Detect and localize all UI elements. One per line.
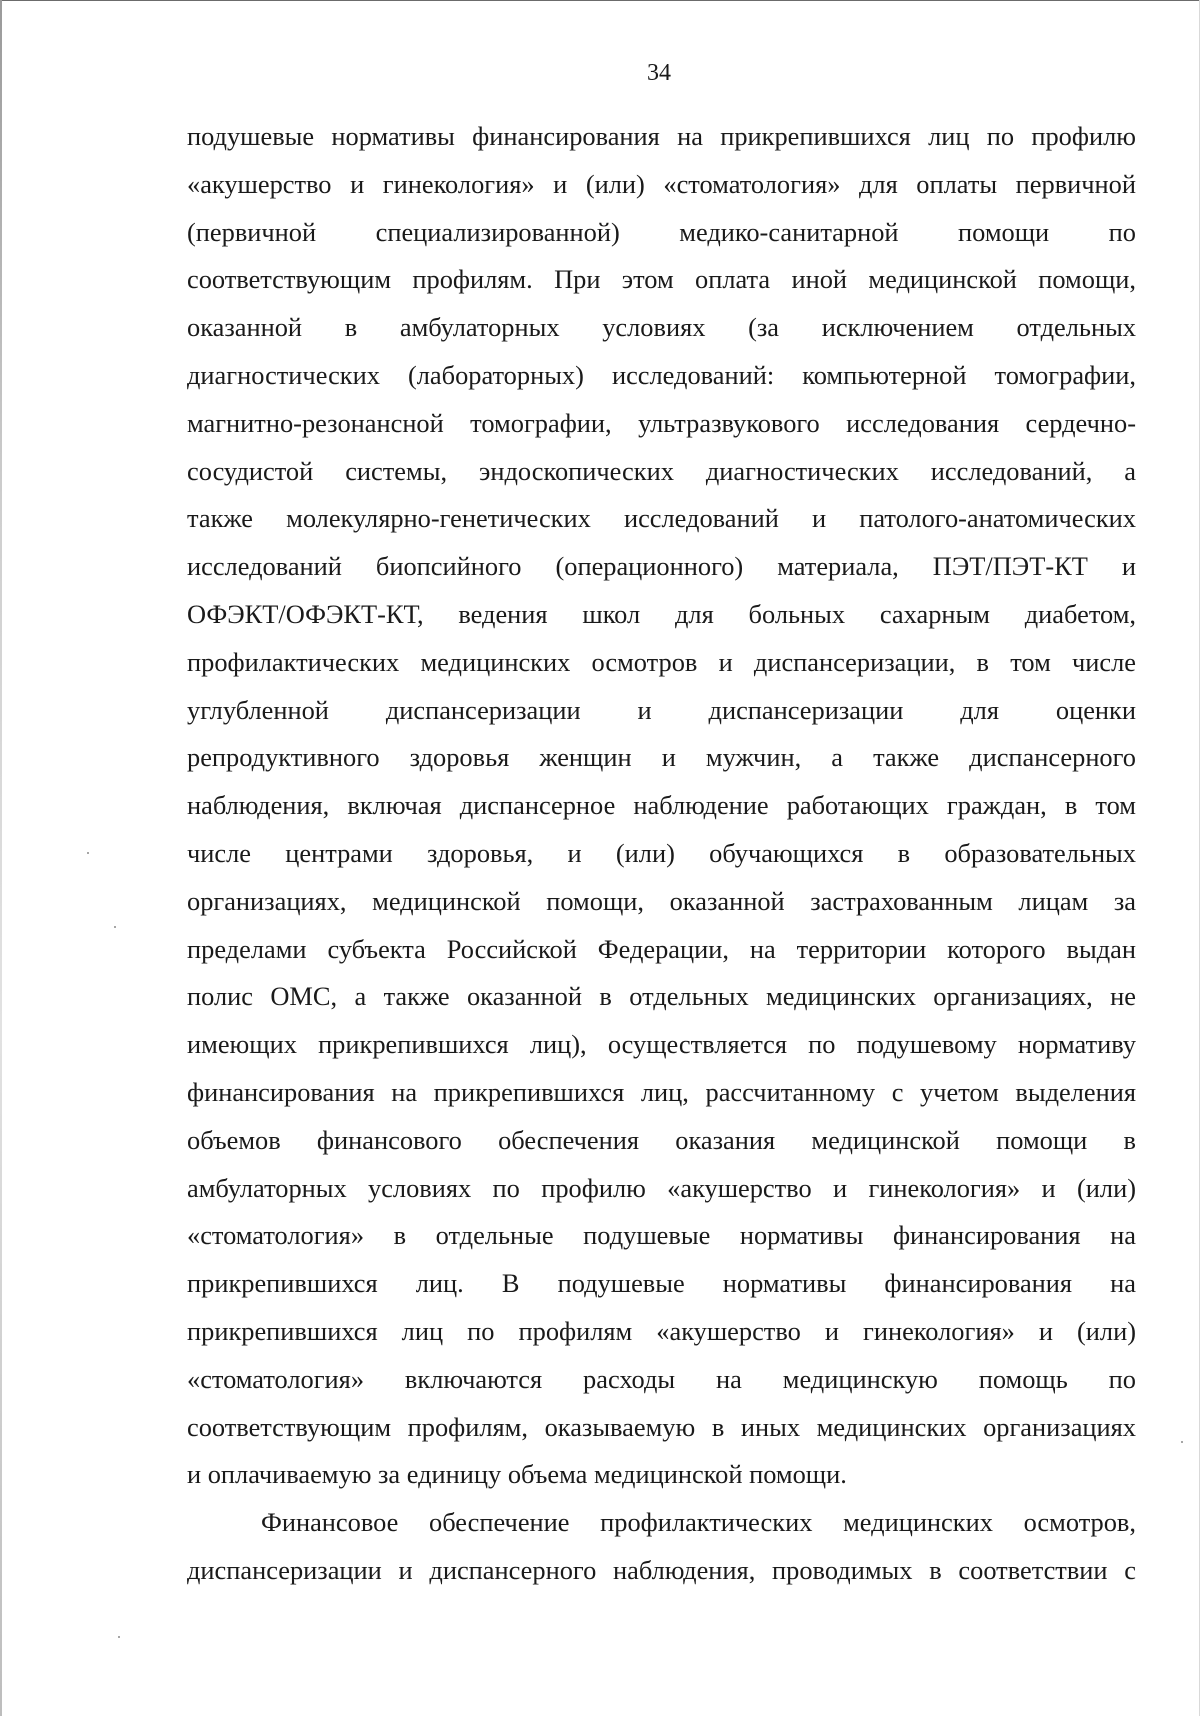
text-line: (первичной специализированной) медико-санитарной помощи по [187, 216, 1136, 247]
text-line: ОФЭКТ/ОФЭКТ-КТ, ведения школ для больных сахарным диабетом, [187, 598, 1136, 629]
text-line: имеющих прикрепившихся лиц), осуществляется по подушевому нормативу [187, 1029, 1136, 1060]
text-line: числе центрами здоровья, и (или) обучающихся в образовательных [187, 837, 1136, 868]
text-line: пределами субъекта Российской Федерации, на территории которого выдан [187, 933, 1136, 964]
body-text [187, 113, 1136, 1595]
text-line: организациях, медицинской помощи, оказанной застрахованным лицам за [187, 885, 1136, 916]
text-line: прикрепившихся лиц по профилям «акушерство и гинекология» и (или) [187, 1315, 1136, 1346]
text-line: наблюдения, включая диспансерное наблюдение работающих граждан, в том [187, 790, 1136, 821]
text-line: полис ОМС, а также оказанной в отдельных медицинских организациях, не [187, 981, 1136, 1012]
text-line: сосудистой системы, эндоскопических диагностических исследований, а [187, 455, 1136, 486]
text-line: «акушерство и гинекология» и (или) «стоматология» для оплаты первичной [187, 168, 1136, 199]
text-line: «стоматология» в отдельные подушевые нормативы финансирования на [187, 1220, 1136, 1251]
text-line: исследований биопсийного (операционного) материала, ПЭТ/ПЭТ-КТ и [187, 551, 1136, 582]
scan-speck [118, 1636, 120, 1638]
scan-speck [114, 926, 116, 928]
scan-speck [1181, 1441, 1183, 1443]
text-line: финансирования на прикрепившихся лиц, рассчитанному с учетом выделения [187, 1076, 1136, 1107]
text-line: объемов финансового обеспечения оказания медицинской помощи в [187, 1124, 1136, 1155]
scan-edge-left [0, 0, 2, 1716]
text-line: амбулаторных условиях по профилю «акушерство и гинекология» и (или) [187, 1172, 1136, 1203]
text-line: оказанной в амбулаторных условиях (за исключением отдельных [187, 312, 1136, 343]
text-line: диспансеризации и диспансерного наблюдения, проводимых в соответствии с [187, 1554, 1136, 1585]
text-line: также молекулярно-генетических исследований и патолого-анатомических [187, 503, 1136, 534]
page-number: 34 [647, 60, 671, 86]
text-line: углубленной диспансеризации и диспансеризации для оценки [187, 694, 1136, 725]
text-line: подушевые нормативы финансирования на прикрепившихся лиц по профилю [187, 121, 1136, 151]
text-line: соответствующим профилям. При этом оплата иной медицинской помощи, [187, 264, 1136, 295]
text-line: диагностических (лабораторных) исследований: компьютерной томографии, [187, 359, 1136, 390]
text-line: репродуктивного здоровья женщин и мужчин, а также диспансерного [187, 742, 1136, 773]
paragraph-first-line: Финансовое обеспечение профилактических медицинских осмотров, [261, 1507, 1136, 1538]
text-line: «стоматология» включаются расходы на медицинскую помощь по [187, 1363, 1136, 1394]
text-line: магнитно-резонансной томографии, ультразвукового исследования сердечно- [187, 407, 1136, 438]
text-line: прикрепившихся лиц. В подушевые нормативы финансирования на [187, 1268, 1136, 1299]
scan-edge-top [0, 0, 1200, 1]
text-line: профилактических медицинских осмотров и диспансеризации, в том числе [187, 646, 1136, 677]
text-line: соответствующим профилям, оказываемую в иных медицинских организациях [187, 1411, 1136, 1442]
scan-speck [87, 852, 89, 854]
text-line: и оплачиваемую за единицу объема медицинской помощи. [187, 1459, 847, 1490]
